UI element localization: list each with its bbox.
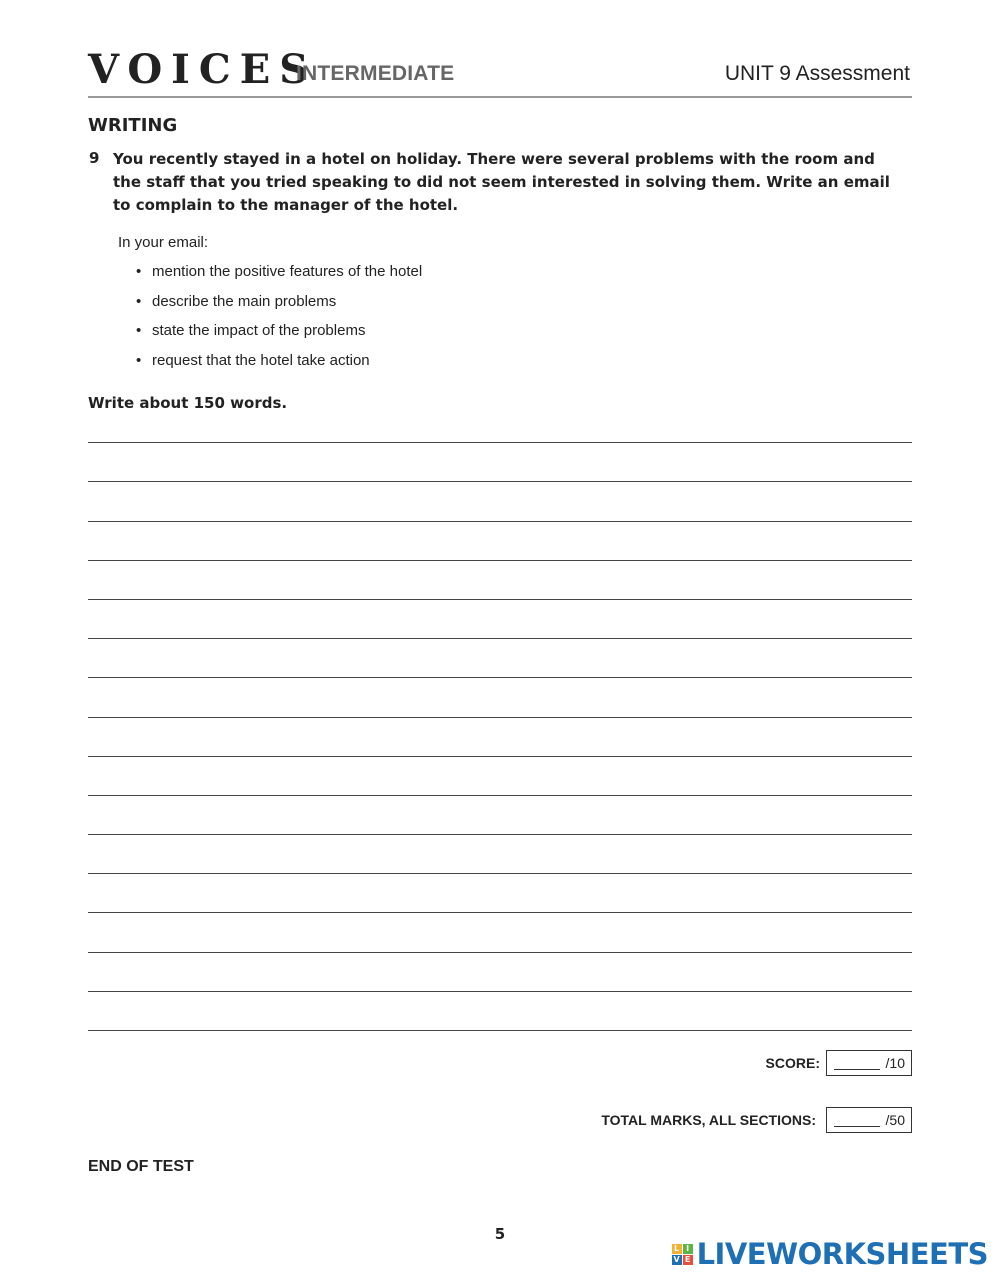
writing-line[interactable] xyxy=(88,443,912,482)
writing-line[interactable] xyxy=(88,404,912,443)
writing-line[interactable] xyxy=(88,913,912,952)
writing-line[interactable] xyxy=(88,718,912,757)
logo-letter: L xyxy=(672,1244,682,1254)
page-header xyxy=(88,48,912,98)
level-label: INTERMEDIATE xyxy=(296,62,455,85)
unit-title: UNIT 9 Assessment xyxy=(724,62,910,85)
score-blank[interactable] xyxy=(834,1057,880,1070)
writing-line[interactable] xyxy=(88,953,912,992)
bullet-item: • state the impact of the problems xyxy=(136,321,422,351)
bullet-item: • request that the hotel take action xyxy=(136,351,422,381)
end-of-test: END OF TEST xyxy=(88,1158,194,1175)
bullet-list xyxy=(136,262,422,380)
total-marks-label: TOTAL MARKS, ALL SECTIONS: xyxy=(601,1112,816,1128)
writing-line[interactable] xyxy=(88,522,912,561)
question-number: 9 xyxy=(89,149,100,167)
bullet-item: • describe the main problems xyxy=(136,292,422,322)
writing-line[interactable] xyxy=(88,561,912,600)
section-title: WRITING xyxy=(88,115,178,136)
logo-letter: I xyxy=(683,1244,693,1254)
bullet-item: • mention the positive features of the hotel xyxy=(136,262,422,292)
writing-line[interactable] xyxy=(88,992,912,1031)
brand-title: VOICES xyxy=(88,46,318,93)
question-text: You recently stayed in a hotel on holiday. There were several problems with the room and the staff that you tried speaking to did not seem interested in solving them. Write an email to complain to the manager of the hotel. xyxy=(113,150,890,214)
total-marks-box[interactable] xyxy=(826,1107,912,1133)
writing-area[interactable] xyxy=(88,404,912,1031)
writing-line[interactable] xyxy=(88,600,912,639)
logo-letter: E xyxy=(683,1255,693,1265)
writing-line[interactable] xyxy=(88,874,912,913)
writing-line[interactable] xyxy=(88,796,912,835)
liveworksheets-logo-icon xyxy=(672,1244,693,1265)
score-total: /10 xyxy=(885,1055,905,1071)
writing-line[interactable] xyxy=(88,639,912,678)
writing-line[interactable] xyxy=(88,757,912,796)
writing-line[interactable] xyxy=(88,835,912,874)
page-number: 5 xyxy=(494,1225,506,1243)
total-marks-row xyxy=(601,1107,912,1133)
total-marks-blank[interactable] xyxy=(834,1114,880,1127)
liveworksheets-text: LIVEWORKSHEETS xyxy=(696,1237,988,1271)
score-label: SCORE: xyxy=(765,1055,820,1071)
writing-line[interactable] xyxy=(88,482,912,521)
score-row xyxy=(766,1050,912,1076)
liveworksheets-watermark xyxy=(672,1237,988,1271)
logo-letter: V xyxy=(673,1254,680,1264)
writing-line[interactable] xyxy=(88,678,912,717)
total-marks-total: /50 xyxy=(885,1112,905,1128)
word-count-instruction: Write about 150 words. xyxy=(88,394,288,412)
score-box[interactable] xyxy=(826,1050,912,1076)
email-intro: In your email: xyxy=(118,234,209,251)
